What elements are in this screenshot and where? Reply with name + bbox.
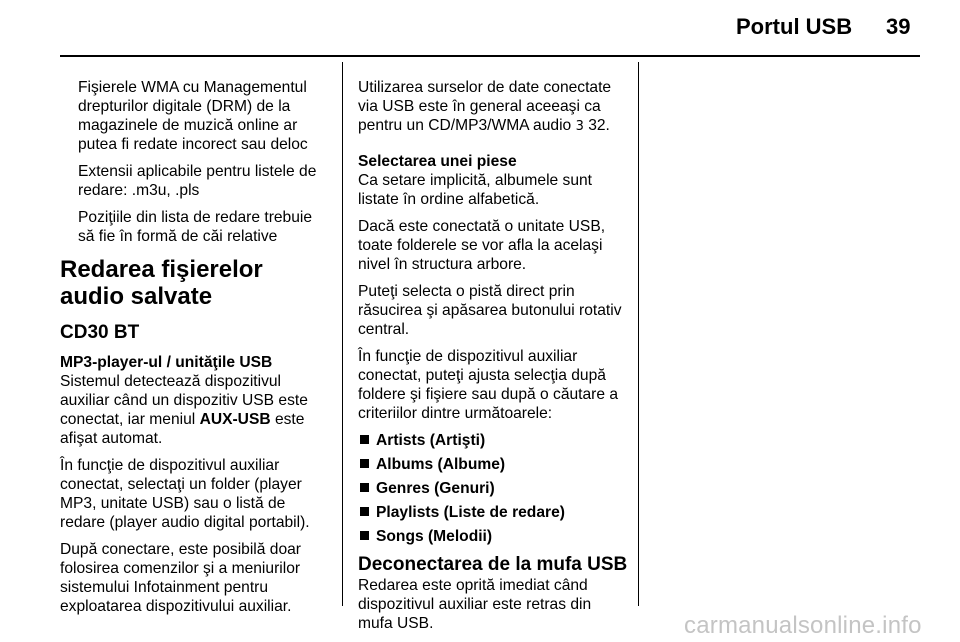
paragraph-text: Sistemul detectează dispozitivul auxiliar când un dispozitiv USB este conectat, iar meniul: [60, 373, 308, 428]
square-bullet-icon: [360, 507, 369, 516]
square-bullet-icon: [360, 483, 369, 492]
section-title: Redarea fişierelor audio salvate: [60, 256, 263, 310]
square-bullet-icon: [360, 435, 369, 444]
page-reference[interactable]: 32.: [588, 117, 610, 134]
paragraph: Dacă este conectată o unitate USB, toate folderele se vor afla la acelaşi nivel în structura arbore.: [358, 218, 606, 273]
menu-name: AUX-USB: [199, 411, 271, 428]
list-item: Playlists (Liste de redare): [358, 503, 628, 522]
paragraph-text: este afişat automat.: [60, 411, 305, 447]
bullet-continuation: Fişierele WMA cu Managementul drepturilor digitale (DRM) de la magazinele de muzică online ar putea fi redate incorect sau deloc: [78, 79, 308, 153]
column-divider: [342, 62, 343, 606]
cross-reference-icon: 3: [575, 119, 584, 134]
paragraph: Puteţi selecta o pistă direct prin răsucirea şi apăsarea butonului rotativ central.: [358, 283, 622, 338]
square-bullet-icon: [360, 531, 369, 540]
list-item: Genres (Genuri): [358, 479, 628, 498]
paragraph: După conectare, este posibilă doar folosirea comenzilor şi a meniurilor sistemului Infotainment pentru exploatarea dispozitivului auxiliar.: [60, 541, 301, 615]
column-right: [358, 78, 628, 641]
bullet-continuation: Poziţiile din lista de redare trebuie să fie în formă de căi relative: [78, 209, 313, 245]
paragraph: În funcţie de dispozitivul auxiliar conectat, selectaţi un folder (player MP3, unitate USB) sau o listă de redare (player audio digital portabil).: [60, 457, 310, 531]
list-item: Albums (Albume): [358, 455, 628, 474]
running-header-title: Portul USB: [736, 14, 853, 39]
run-in-heading: Selectarea unei piese: [358, 153, 517, 170]
option-list: [358, 431, 628, 546]
column-divider: [638, 62, 639, 606]
subsection-title: Deconectarea de la mufa USB: [358, 554, 628, 575]
watermark: carmanualsonline.info: [684, 612, 922, 639]
square-bullet-icon: [360, 459, 369, 468]
subsection-title: CD30 BT: [60, 322, 140, 343]
list-item: Songs (Melodii): [358, 527, 628, 546]
header-rule: [60, 55, 920, 57]
page-number: 39: [886, 14, 911, 39]
column-left: [60, 78, 330, 624]
run-in-heading: MP3-player-ul / unităţile USB: [60, 354, 273, 371]
bullet-continuation: Extensii aplicabile pentru listele de redare: .m3u, .pls: [78, 163, 317, 199]
paragraph-text: Ca setare implicită, albumele sunt listate în ordine alfabetică.: [358, 172, 593, 208]
paragraph: Redarea este oprită imediat când dispozitivul auxiliar este retras din mufa USB.: [358, 577, 592, 632]
paragraph-text: Utilizarea surselor de date conectate via USB este în general aceeaşi ca pentru un CD/MP3/WMA audio: [358, 79, 612, 134]
list-item: Artists (Artişti): [358, 431, 628, 450]
paragraph: În funcţie de dispozitivul auxiliar conectat, puteţi ajusta selecţia după foldere şi fişiere sau după o căutare a criteriilor dintre următoarele:: [358, 348, 619, 422]
paragraph: [60, 353, 330, 448]
paragraph: [358, 152, 628, 209]
paragraph: [358, 78, 628, 136]
